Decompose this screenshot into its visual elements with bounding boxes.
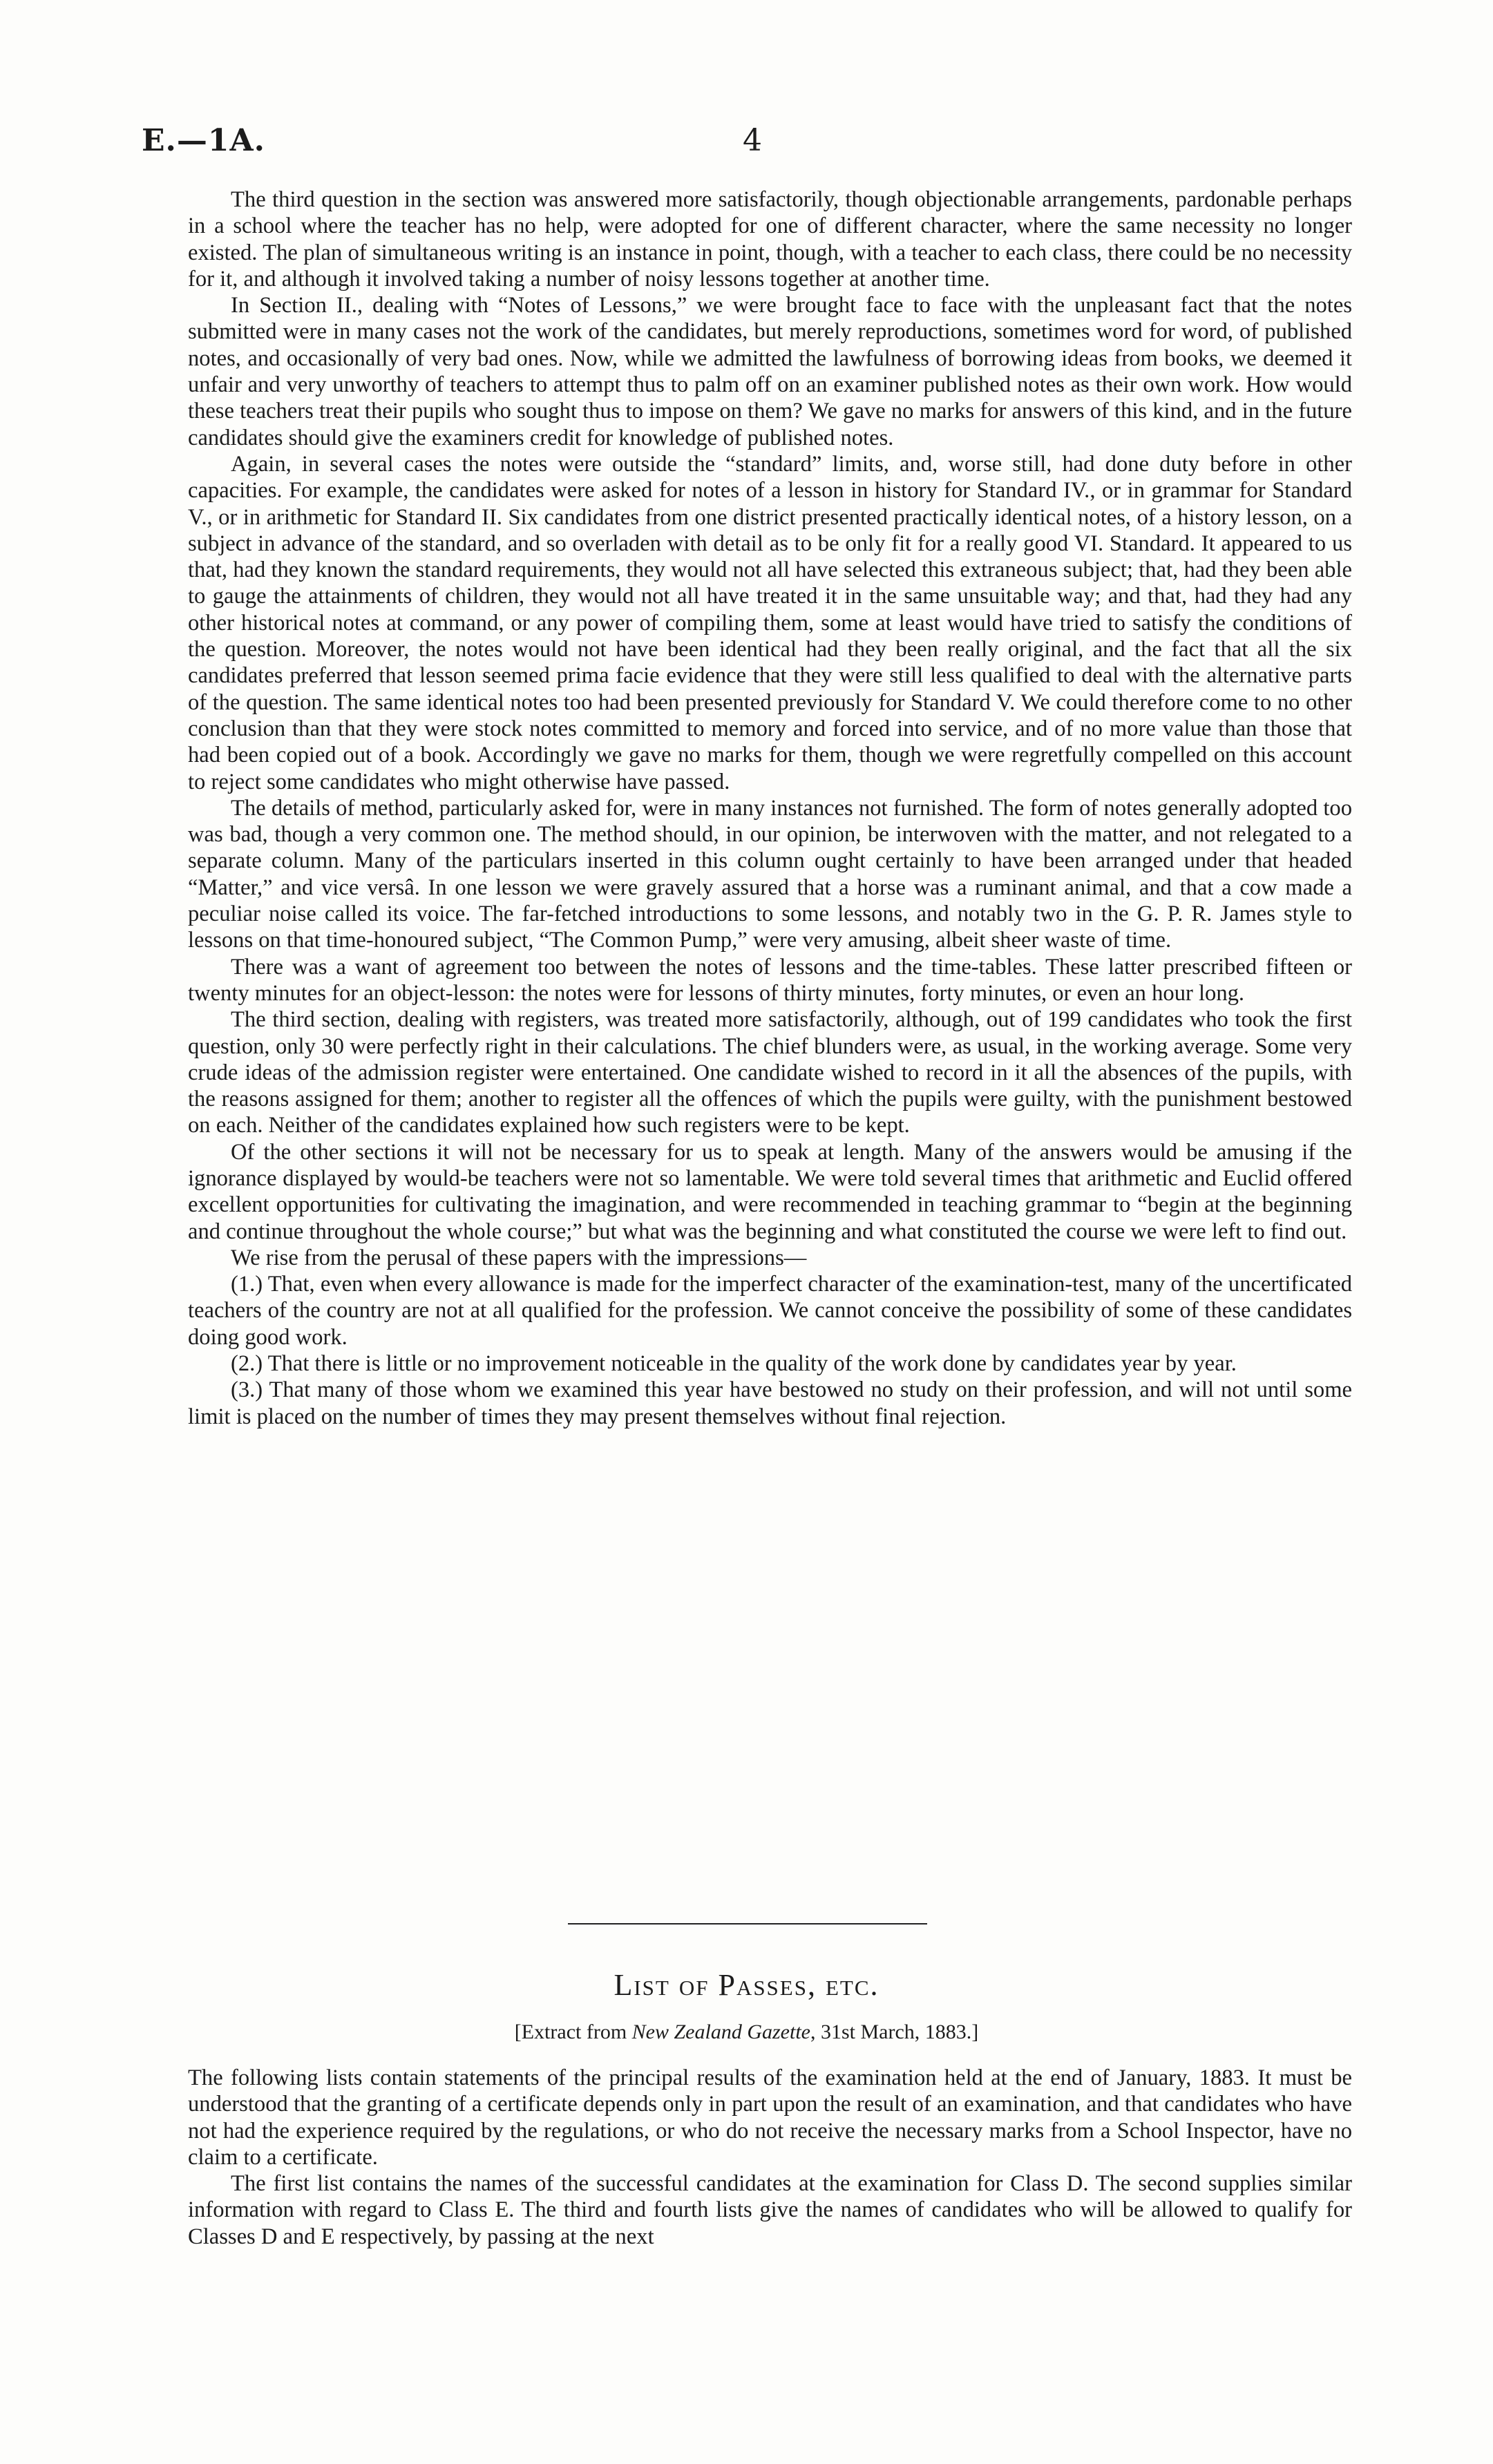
section-divider (568, 1923, 927, 1925)
paragraph: The details of method, particularly asked for, were in many instances not furnished. The form of notes generally adopted too was bad, though a very common one. The method should, in our opinion, be interwoven with the matter, and not relegated to a separate column. Many of the particulars inserted in this column ought certainly to have been arranged under that headed “Matter,” and vice versâ. In one lesson we were gravely assured that a horse was a ruminant animal, and that a cow made a peculiar noise called its voice. The far-fetched introductions to some lessons, and notably two in the G. P. R. James style to lessons on that time-honoured subject, “The Common Pump,” were very amusing, albeit sheer waste of time. (188, 795, 1352, 953)
paragraph: Again, in several cases the notes were outside the “standard” limits, and, worse still, had done duty before in other capacities. For example, the candidates were asked for notes of a lesson in history for Standard IV., or in grammar for Standard V., or in arithmetic for Standard II. Six candidates from one district presented practically identical notes, of a history lesson, on a subject in advance of the standard, and so overladen with detail as to be only fit for a really good VI. Standard. It appeared to us that, had they known the standard requirements, they would not all have selected this extraneous subject; that, had they been able to gauge the attainments of children, they would not all have treated it in the same unsuitable way; and that, had they had any other historical notes at command, or any power of compiling them, some at least would have tried to satisfy the conditions of the question. Moreover, the notes would not have been identical had they been really original, and the fact that all the six candidates preferred that lesson seemed prima facie evidence that they were still less qualified to deal with the alternative parts of the question. The same identical notes too had been presented previously for Standard V. We could therefore come to no other conclusion than that they were stock notes committed to memory and forced into service, and of no more value than those that had been copied out of a book. Accordingly we gave no marks for them, though we were regretfully compelled on this account to reject some candidates who might otherwise have passed. (188, 451, 1352, 794)
paragraph: We rise from the perusal of these papers with the impressions— (231, 1245, 807, 1270)
paragraph: There was a want of agreement too between the notes of lessons and the time-tables. These latter prescribed fifteen or twenty minutes for an object-lesson: the notes were for lessons of thirty minutes, forty minutes, or even an hour long. (188, 954, 1352, 1006)
extract-note (0, 2021, 1493, 2044)
page-number: 4 (743, 123, 762, 158)
extract-suffix: , 31st March, 1883.] (810, 2021, 979, 2043)
impression-item: (2.) That there is little or no improvement noticeable in the quality of the work done by candidates year by year. (231, 1351, 1237, 1377)
extract-prefix: [Extract from (514, 2021, 632, 2043)
impression-item: (3.) That many of those whom we examined this year have bestowed no study on their profession, and will not until some limit is placed on the number of times they may present themselves without final rejection. (188, 1377, 1352, 1429)
paragraph: The following lists contain statements of the principal results of the examination held at the end of January, 1883. It must be understood that the granting of a certificate depends only in part upon the result of an examination, and that candidates who have not had the experience required by the regulations, or who do not receive the necessary marks from a School Inspector, have no claim to a certificate. (188, 2065, 1352, 2170)
paragraph: Of the other sections it will not be necessary for us to speak at length. Many of the answers would be amusing if the ignorance displayed by would-be teachers were not so lamentable. We were told several times that arithmetic and Euclid offered excellent opportunities for cultivating the imagination, and were recommended in teaching grammar to “begin at the beginning and continue throughout the whole course;” but what was the beginning and what constituted the course we were left to find out. (188, 1139, 1352, 1244)
paragraph: The third question in the section was answered more satisfactorily, though objectionable arrangements, pardonable perhaps in a school where the teacher has no help, were adopted for one of different character, where the same necessity no longer existed. The plan of simultaneous writing is an instance in point, though, with a teacher to each class, there could be no necessity for it, and although it involved taking a number of noisy lessons together at another time. (188, 187, 1352, 292)
paragraph: The first list contains the names of the successful candidates at the examination for Class D. The second supplies similar information with regard to Class E. The third and fourth lists give the names of candidates who will be allowed to qualify for Classes D and E respectively, by passing at the next (188, 2171, 1352, 2249)
paragraph: The third section, dealing with registers, was treated more satisfactorily, although, out of 199 candidates who took the first question, only 30 were perfectly right in their calculations. The chief blunders were, as usual, in the working average. Some very crude ideas of the admission register were entertained. One candidate wished to record in it all the absences of the pupils, with the reasons assigned for them; another to register all the offences of which the pupils were guilty, with the punishment bestowed on each. Neither of the candidates explained how such registers were to be kept. (188, 1007, 1352, 1138)
document-reference: E.—1A. (142, 123, 265, 158)
report-body (188, 187, 1352, 1430)
impression-item: (1.) That, even when every allowance is made for the imperfect character of the examination-test, many of the uncertificated teachers of the country are not at all qualified for the profession. We cannot conceive the possibility of some of these candidates doing good work. (188, 1272, 1352, 1350)
list-introduction (188, 2065, 1352, 2250)
paragraph: In Section II., dealing with “Notes of Lessons,” we were brought face to face with the unpleasant fact that the notes submitted were in many cases not the work of the candidates, but merely reproductions, sometimes word for word, of published notes, and occasionally of very bad ones. Now, while we admitted the lawfulness of borrowing ideas from books, we deemed it unfair and very unworthy of teachers to attempt thus to palm off on an examiner published notes as their own work. How would these teachers treat their pupils who sought thus to impose on them? We gave no marks for answers of this kind, and in the future candidates should give the examiners credit for knowledge of published notes. (188, 293, 1352, 450)
extract-source: New Zealand Gazette (631, 2021, 810, 2043)
section-title: List of Passes, etc. (614, 1968, 879, 2002)
